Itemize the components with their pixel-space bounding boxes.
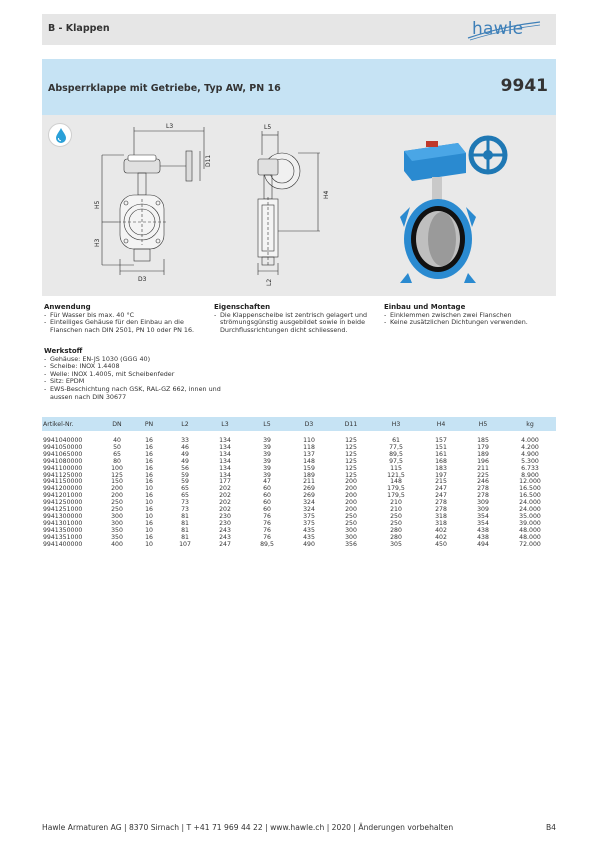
product-title: Absperrklappe mit Getriebe, Typ AW, PN 16 — [48, 83, 281, 94]
col-header: DN — [102, 417, 132, 431]
table-cell: 177 — [219, 478, 231, 486]
table-cell: 48.000 — [519, 526, 541, 534]
table-cell: 356 — [345, 540, 357, 548]
table-cell: 490 — [303, 540, 315, 548]
table-cell: 50 — [113, 443, 121, 451]
table-cell: 278 — [435, 499, 447, 507]
table-cell: 125 — [345, 464, 357, 472]
table-cell: 16 — [145, 492, 153, 500]
table-cell: 39 — [263, 464, 271, 472]
dim-h3: H3 — [94, 238, 101, 247]
table-cell: 202 — [219, 499, 231, 507]
table-cell: 81 — [181, 533, 189, 541]
title-bar — [42, 59, 556, 115]
anwendung-section — [44, 304, 212, 334]
table-cell: 65 — [113, 450, 121, 458]
table-cell: 402 — [435, 526, 447, 534]
table-cell: 76 — [263, 526, 271, 534]
table-cell: 148 — [303, 457, 315, 465]
table-cell: 300 — [345, 526, 357, 534]
table-cell: 375 — [303, 512, 315, 520]
table-cell: 230 — [219, 519, 231, 527]
list-item: - Sitz: EPDM — [44, 378, 224, 386]
table-cell: 318 — [435, 519, 447, 527]
table-cell: 269 — [303, 492, 315, 500]
table-cell: 125 — [111, 471, 123, 479]
table-cell: 179,5 — [387, 485, 405, 493]
table-cell: 118 — [303, 443, 315, 451]
eigenschaften-section — [214, 304, 380, 334]
list-item: - Für Wasser bis max. 40 °C — [44, 312, 212, 320]
table-cell: 354 — [477, 519, 489, 527]
front-view-drawing — [90, 119, 220, 291]
table-cell: 200 — [345, 499, 357, 507]
table-cell: 9941201000 — [43, 492, 83, 500]
table-cell: 125 — [345, 443, 357, 451]
table-cell: 9941301000 — [43, 519, 83, 527]
table-cell: 81 — [181, 519, 189, 527]
werkstoff-section — [44, 348, 224, 401]
table-cell: 76 — [263, 512, 271, 520]
table-cell: 202 — [219, 485, 231, 493]
table-cell: 318 — [435, 512, 447, 520]
table-cell: 200 — [111, 485, 123, 493]
table-cell: 39.000 — [519, 519, 541, 527]
table-cell: 60 — [263, 485, 271, 493]
table-cell: 134 — [219, 471, 231, 479]
section-title: B - Klappen — [48, 23, 110, 34]
table-cell: 243 — [219, 526, 231, 534]
table-cell: 9941300000 — [43, 512, 83, 520]
table-cell: 40 — [113, 437, 121, 444]
table-cell: 134 — [219, 450, 231, 458]
table-cell: 211 — [303, 478, 315, 486]
table-cell: 9941400000 — [43, 540, 83, 548]
table-cell: 350 — [111, 533, 123, 541]
table-cell: 4.000 — [521, 437, 539, 444]
list-item: - EWS-Beschichtung nach GSK, RAL-GZ 662, innen und aussen nach DIN 30677 — [44, 386, 224, 401]
table-cell: 202 — [219, 506, 231, 514]
table-cell: 39 — [263, 471, 271, 479]
table-cell: 134 — [219, 443, 231, 451]
table-cell: 200 — [345, 485, 357, 493]
table-cell: 200 — [345, 478, 357, 486]
table-cell: 59 — [181, 478, 189, 486]
footer-company-info: Hawle Armaturen AG | 8370 Sirnach | T +41 71 969 44 22 | www.hawle.ch | 2020 | Änderungen vorbehalten — [42, 823, 454, 832]
col-header: D3 — [288, 417, 330, 431]
figure-panel — [42, 115, 556, 296]
table-cell: 210 — [390, 499, 402, 507]
table-cell: 350 — [111, 526, 123, 534]
table-cell: 179,5 — [387, 492, 405, 500]
table-cell: 121,5 — [387, 471, 405, 479]
table-cell: 100 — [111, 464, 123, 472]
table-cell: 80 — [113, 457, 121, 465]
table-cell: 168 — [435, 457, 447, 465]
table-cell: 197 — [435, 471, 447, 479]
table-cell: 246 — [477, 478, 489, 486]
table-cell: 150 — [111, 478, 123, 486]
table-cell: 151 — [435, 443, 447, 451]
table-cell: 9941100000 — [43, 464, 83, 472]
table-cell: 9941080000 — [43, 457, 83, 465]
table-cell: 60 — [263, 506, 271, 514]
table-cell: 16 — [145, 437, 153, 444]
table-cell: 16 — [145, 478, 153, 486]
table-cell: 24.000 — [519, 499, 541, 507]
spec-table-body — [42, 431, 556, 549]
col-header: D11 — [330, 417, 372, 431]
header-bar — [42, 14, 556, 45]
table-cell: 134 — [219, 457, 231, 465]
table-cell: 89,5 — [389, 450, 403, 458]
table-cell: 438 — [477, 533, 489, 541]
table-cell: 39 — [263, 437, 271, 444]
table-cell: 81 — [181, 526, 189, 534]
table-cell: 309 — [477, 499, 489, 507]
table-cell: 12.000 — [519, 478, 541, 486]
table-cell: 134 — [219, 464, 231, 472]
table-cell: 5.300 — [521, 457, 539, 465]
table-cell: 10 — [145, 499, 153, 507]
table-cell: 247 — [435, 492, 447, 500]
table-cell: 16 — [145, 443, 153, 451]
table-cell: 161 — [435, 450, 447, 458]
table-cell: 16 — [145, 519, 153, 527]
table-cell: 76 — [263, 519, 271, 527]
table-cell: 61 — [392, 437, 400, 444]
table-cell: 125 — [345, 471, 357, 479]
table-cell: 202 — [219, 492, 231, 500]
table-cell: 280 — [390, 533, 402, 541]
table-cell: 185 — [477, 437, 489, 444]
dim-l5: L5 — [264, 124, 272, 131]
table-cell: 278 — [435, 506, 447, 514]
table-cell: 137 — [303, 450, 315, 458]
table-cell: 4.900 — [521, 450, 539, 458]
dim-d11: D11 — [205, 154, 212, 167]
table-cell: 200 — [345, 506, 357, 514]
table-cell: 157 — [435, 437, 447, 444]
table-cell: 278 — [477, 492, 489, 500]
table-cell: 309 — [477, 506, 489, 514]
col-header: H3 — [372, 417, 420, 431]
table-cell: 215 — [435, 478, 447, 486]
table-cell: 47 — [263, 478, 271, 486]
table-cell: 210 — [390, 506, 402, 514]
col-header: H4 — [420, 417, 462, 431]
table-cell: 196 — [477, 457, 489, 465]
table-cell: 247 — [219, 540, 231, 548]
list-item: - Einteiliges Gehäuse für den Einbau an die Flanschen nach DIN 2501, PN 10 oder PN 16. — [44, 319, 212, 334]
table-header-row — [42, 417, 556, 431]
table-cell: 56 — [181, 464, 189, 472]
col-header: PN — [132, 417, 166, 431]
table-cell: 35.000 — [519, 512, 541, 520]
col-header: kg — [504, 417, 556, 431]
werkstoff-title: Werkstoff — [44, 347, 83, 355]
table-cell: 250 — [390, 512, 402, 520]
table-cell: 9941251000 — [43, 506, 83, 514]
table-cell: 73 — [181, 506, 189, 514]
table-cell: 324 — [303, 499, 315, 507]
table-cell: 9941350000 — [43, 526, 83, 534]
table-cell: 324 — [303, 506, 315, 514]
table-cell: 300 — [345, 533, 357, 541]
table-row — [42, 542, 556, 549]
table-cell: 183 — [435, 464, 447, 472]
col-header: L2 — [166, 417, 204, 431]
table-cell: 211 — [477, 464, 489, 472]
table-cell: 10 — [145, 512, 153, 520]
valve-product-image — [398, 127, 548, 293]
table-cell: 125 — [345, 450, 357, 458]
table-cell: 305 — [390, 540, 402, 548]
list-item: - Gehäuse: EN-JS 1030 (GGG 40) — [44, 356, 224, 364]
anwendung-title: Anwendung — [44, 303, 91, 311]
water-drop-icon — [48, 123, 72, 147]
table-cell: 159 — [303, 464, 315, 472]
table-cell: 402 — [435, 533, 447, 541]
table-cell: 200 — [345, 492, 357, 500]
list-item: - Welle: INOX 1.4005, mit Scheibenfeder — [44, 371, 224, 379]
table-cell: 225 — [477, 471, 489, 479]
table-cell: 438 — [477, 526, 489, 534]
col-header: L5 — [246, 417, 288, 431]
table-cell: 60 — [263, 499, 271, 507]
table-cell: 435 — [303, 526, 315, 534]
table-cell: 247 — [435, 485, 447, 493]
table-cell: 24.000 — [519, 506, 541, 514]
spec-table — [42, 417, 556, 549]
einbau-title: Einbau und Montage — [384, 303, 466, 311]
table-cell: 6.733 — [521, 464, 539, 472]
table-cell: 16 — [145, 471, 153, 479]
table-cell: 77,5 — [389, 443, 403, 451]
table-cell: 278 — [477, 485, 489, 493]
table-cell: 125 — [345, 437, 357, 444]
side-view-drawing — [238, 119, 338, 291]
table-cell: 230 — [219, 512, 231, 520]
table-cell: 189 — [303, 471, 315, 479]
table-cell: 189 — [477, 450, 489, 458]
table-cell: 269 — [303, 485, 315, 493]
dim-l2: L2 — [266, 278, 273, 286]
table-cell: 16.500 — [519, 492, 541, 500]
list-item: - Die Klappenscheibe ist zentrisch gelagert und strömungsgünstig ausgebildet sowie in beide Durchflussrichtungen dicht schliessend. — [214, 312, 380, 335]
table-cell: 73 — [181, 499, 189, 507]
list-item: - Scheibe: INOX 1.4408 — [44, 363, 224, 371]
table-cell: 134 — [219, 437, 231, 444]
table-cell: 148 — [390, 478, 402, 486]
einbau-section — [384, 304, 554, 327]
dim-l3: L3 — [166, 123, 174, 130]
table-cell: 9941050000 — [43, 443, 83, 451]
eigenschaften-title: Eigenschaften — [214, 303, 271, 311]
table-cell: 9941040000 — [43, 437, 83, 444]
table-cell: 72.000 — [519, 540, 541, 548]
col-header: H5 — [462, 417, 504, 431]
table-cell: 243 — [219, 533, 231, 541]
table-cell: 16 — [145, 506, 153, 514]
table-cell: 9941125000 — [43, 471, 83, 479]
table-cell: 375 — [303, 519, 315, 527]
table-cell: 9941065000 — [43, 450, 83, 458]
table-cell: 65 — [181, 492, 189, 500]
table-cell: 494 — [477, 540, 489, 548]
list-item: - Keine zusätzlichen Dichtungen verwenden. — [384, 319, 554, 327]
table-cell: 33 — [181, 437, 189, 444]
table-cell: 250 — [345, 519, 357, 527]
table-cell: 49 — [181, 457, 189, 465]
footer — [42, 823, 556, 832]
dim-h4: H4 — [323, 190, 330, 199]
table-cell: 200 — [111, 492, 123, 500]
table-cell: 250 — [111, 499, 123, 507]
table-cell: 250 — [111, 506, 123, 514]
table-cell: 16 — [145, 533, 153, 541]
table-cell: 60 — [263, 492, 271, 500]
table-cell: 9941351000 — [43, 533, 83, 541]
page-number: B4 — [545, 823, 556, 832]
table-cell: 10 — [145, 526, 153, 534]
table-cell: 16 — [145, 457, 153, 465]
list-item: - Einklemmen zwischen zwei Flanschen — [384, 312, 554, 320]
table-cell: 65 — [181, 485, 189, 493]
table-cell: 46 — [181, 443, 189, 451]
table-cell: 280 — [390, 526, 402, 534]
table-cell: 48.000 — [519, 533, 541, 541]
dim-d3: D3 — [138, 276, 147, 283]
table-cell: 300 — [111, 519, 123, 527]
table-cell: 250 — [345, 512, 357, 520]
table-cell: 9941200000 — [43, 485, 83, 493]
table-cell: 115 — [390, 464, 402, 472]
table-cell: 97,5 — [389, 457, 403, 465]
table-cell: 250 — [390, 519, 402, 527]
product-number: 9941 — [500, 76, 548, 96]
table-cell: 39 — [263, 443, 271, 451]
table-cell: 179 — [477, 443, 489, 451]
table-cell: 9941150000 — [43, 478, 83, 486]
table-cell: 16.500 — [519, 485, 541, 493]
table-cell: 76 — [263, 533, 271, 541]
table-cell: 49 — [181, 450, 189, 458]
hawle-logo — [464, 18, 542, 42]
table-cell: 10 — [145, 485, 153, 493]
table-cell: 8.900 — [521, 471, 539, 479]
table-cell: 107 — [179, 540, 191, 548]
table-cell: 110 — [303, 437, 315, 444]
table-cell: 16 — [145, 450, 153, 458]
logo-text: hawle — [472, 19, 524, 39]
table-cell: 450 — [435, 540, 447, 548]
table-cell: 4.200 — [521, 443, 539, 451]
table-cell: 400 — [111, 540, 123, 548]
table-cell: 39 — [263, 457, 271, 465]
table-cell: 435 — [303, 533, 315, 541]
dim-h5: H5 — [94, 200, 101, 209]
table-cell: 300 — [111, 512, 123, 520]
table-cell: 125 — [345, 457, 357, 465]
table-cell: 9941250000 — [43, 499, 83, 507]
col-header: Artikel-Nr. — [42, 417, 102, 431]
col-header: L3 — [204, 417, 246, 431]
table-cell: 89,5 — [260, 540, 274, 548]
table-cell: 59 — [181, 471, 189, 479]
table-cell: 10 — [145, 540, 153, 548]
table-cell: 39 — [263, 450, 271, 458]
table-cell: 354 — [477, 512, 489, 520]
table-cell: 81 — [181, 512, 189, 520]
table-cell: 16 — [145, 464, 153, 472]
